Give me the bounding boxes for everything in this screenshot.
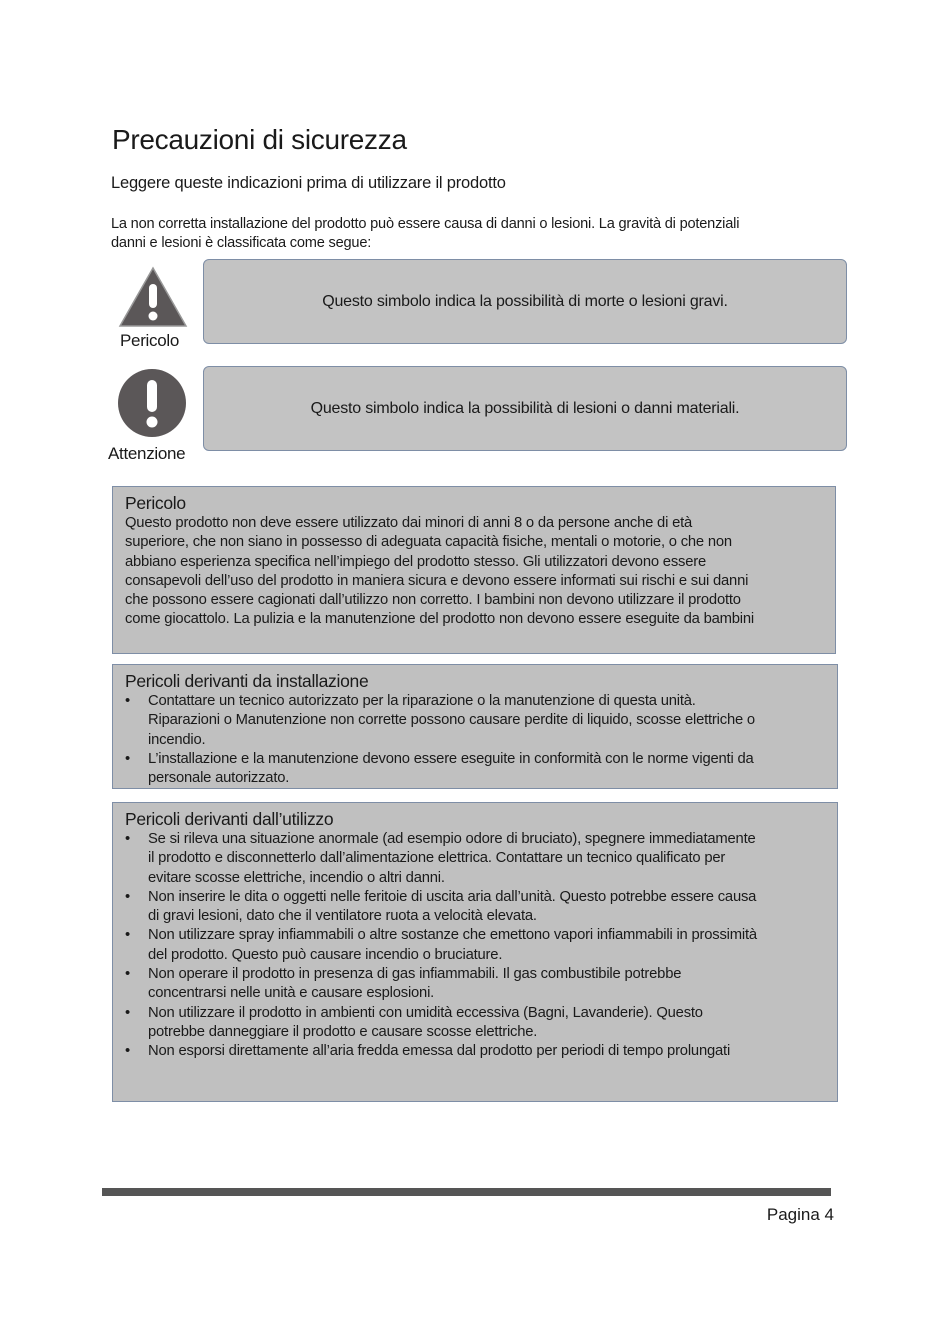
exclamation-circle-icon	[117, 368, 187, 438]
text-line: concentrarsi nelle unità e causare esplosioni.	[148, 985, 435, 1002]
symbol-label-pericolo: Pericolo	[120, 331, 180, 350]
text-line: • Non esporsi direttamente all’aria fredda emessa dal prodotto per periodi di tempo prolungati	[148, 1043, 731, 1060]
section-heading: Pericoli derivanti dall’utilizzo	[125, 809, 334, 829]
section-heading: Pericolo	[125, 493, 186, 513]
text-line: • Non operare il prodotto in presenza di gas infiammabili. Il gas combustibile potrebbe	[148, 966, 682, 983]
intro-line: La non corretta installazione del prodotto può essere causa di danni o lesioni. La gravità di potenziali	[111, 216, 740, 232]
text-line: superiore, che non siano in possesso di adeguata capacità fisiche, mentali o motorie, o che non	[125, 534, 732, 551]
symbol-description: Questo simbolo indica la possibilità di lesioni o danni materiali.	[310, 399, 740, 417]
text-line: potrebbe danneggiare il prodotto e causare scosse elettriche.	[148, 1023, 538, 1040]
text-line: come giocattolo. La pulizia e la manutenzione del prodotto non devono essere eseguite da bambini	[125, 611, 755, 628]
text-line: • Non utilizzare il prodotto in ambienti con umidità eccessiva (Bagni, Lavanderie). Questo	[148, 1004, 703, 1021]
text-line: personale autorizzato.	[148, 770, 290, 787]
list-item	[125, 1042, 825, 1061]
text-line: del prodotto. Questo può causare incendio o bruciature.	[148, 946, 503, 963]
list-item	[125, 1004, 825, 1043]
list-item	[125, 888, 825, 927]
text-line: • L’installazione e la manutenzione devono essere eseguite in conformità con le norme vigenti da	[148, 750, 754, 767]
utilizzo-box	[112, 802, 838, 1102]
installazione-box	[112, 664, 838, 789]
warning-triangle-icon	[118, 266, 188, 328]
text-line: abbiano esperienza specifica nell’impiego del prodotto stesso. Gli utilizzatori devono essere	[125, 553, 707, 570]
text-line: consapevoli dell’uso del prodotto in maniera sicura e devono essere informati sui rischi e sui danni	[125, 572, 749, 589]
intro-line: danni e lesioni è classificata come segue:	[111, 235, 372, 251]
symbol-description-box	[203, 366, 847, 451]
list-item	[125, 692, 825, 750]
text-line: Questo prodotto non deve essere utilizzato dai minori di anni 8 o da persone anche di età	[125, 515, 693, 531]
text-line: evitare scosse elettriche, incendio o altri danni.	[148, 869, 445, 886]
section-heading: Pericoli derivanti da installazione	[125, 671, 369, 691]
list-item	[125, 830, 825, 888]
text-line: • Non inserire le dita o oggetti nelle feritoie di uscita aria dall’unità. Questo potrebbe essere causa	[148, 888, 757, 905]
text-line: di gravi lesioni, dato che il ventilatore ruota a velocità elevata.	[148, 908, 537, 925]
symbol-label-attenzione: Attenzione	[108, 444, 186, 463]
list-item	[125, 926, 825, 965]
symbol-description: Questo simbolo indica la possibilità di morte o lesioni gravi.	[322, 292, 728, 310]
intro-paragraph	[111, 215, 739, 253]
text-line: incendio.	[148, 731, 206, 748]
text-line: Riparazioni o Manutenzione non corrette possono causare perdite di liquido, scosse elettriche o	[148, 712, 755, 729]
footer-divider	[102, 1188, 831, 1196]
symbol-description-box	[203, 259, 847, 344]
list-item	[125, 965, 825, 1004]
text-line: che possono essere cagionati dall’utilizzo non corretto. I bambini non devono utilizzare il prodotto	[125, 592, 741, 609]
pericolo-box	[112, 486, 836, 654]
page-number: Pagina 4	[766, 1205, 834, 1224]
page-title: Precauzioni di sicurezza	[112, 124, 407, 155]
text-line: • Non utilizzare spray infiammabili o altre sostanze che emettono vapori infiammabili in prossimità	[148, 927, 757, 944]
page-subtitle: Leggere queste indicazioni prima di utilizzare il prodotto	[111, 174, 506, 192]
text-line: • Se si rileva una situazione anormale (ad esempio odore di bruciato), spegnere immediatamente	[148, 831, 756, 847]
list-item	[125, 750, 825, 789]
text-line: • Contattare un tecnico autorizzato per la riparazione o la manutenzione di questa unità.	[148, 693, 696, 709]
text-line: il prodotto e disconnetterlo dall’alimentazione elettrica. Contattare un tecnico qualificato per	[148, 850, 726, 867]
